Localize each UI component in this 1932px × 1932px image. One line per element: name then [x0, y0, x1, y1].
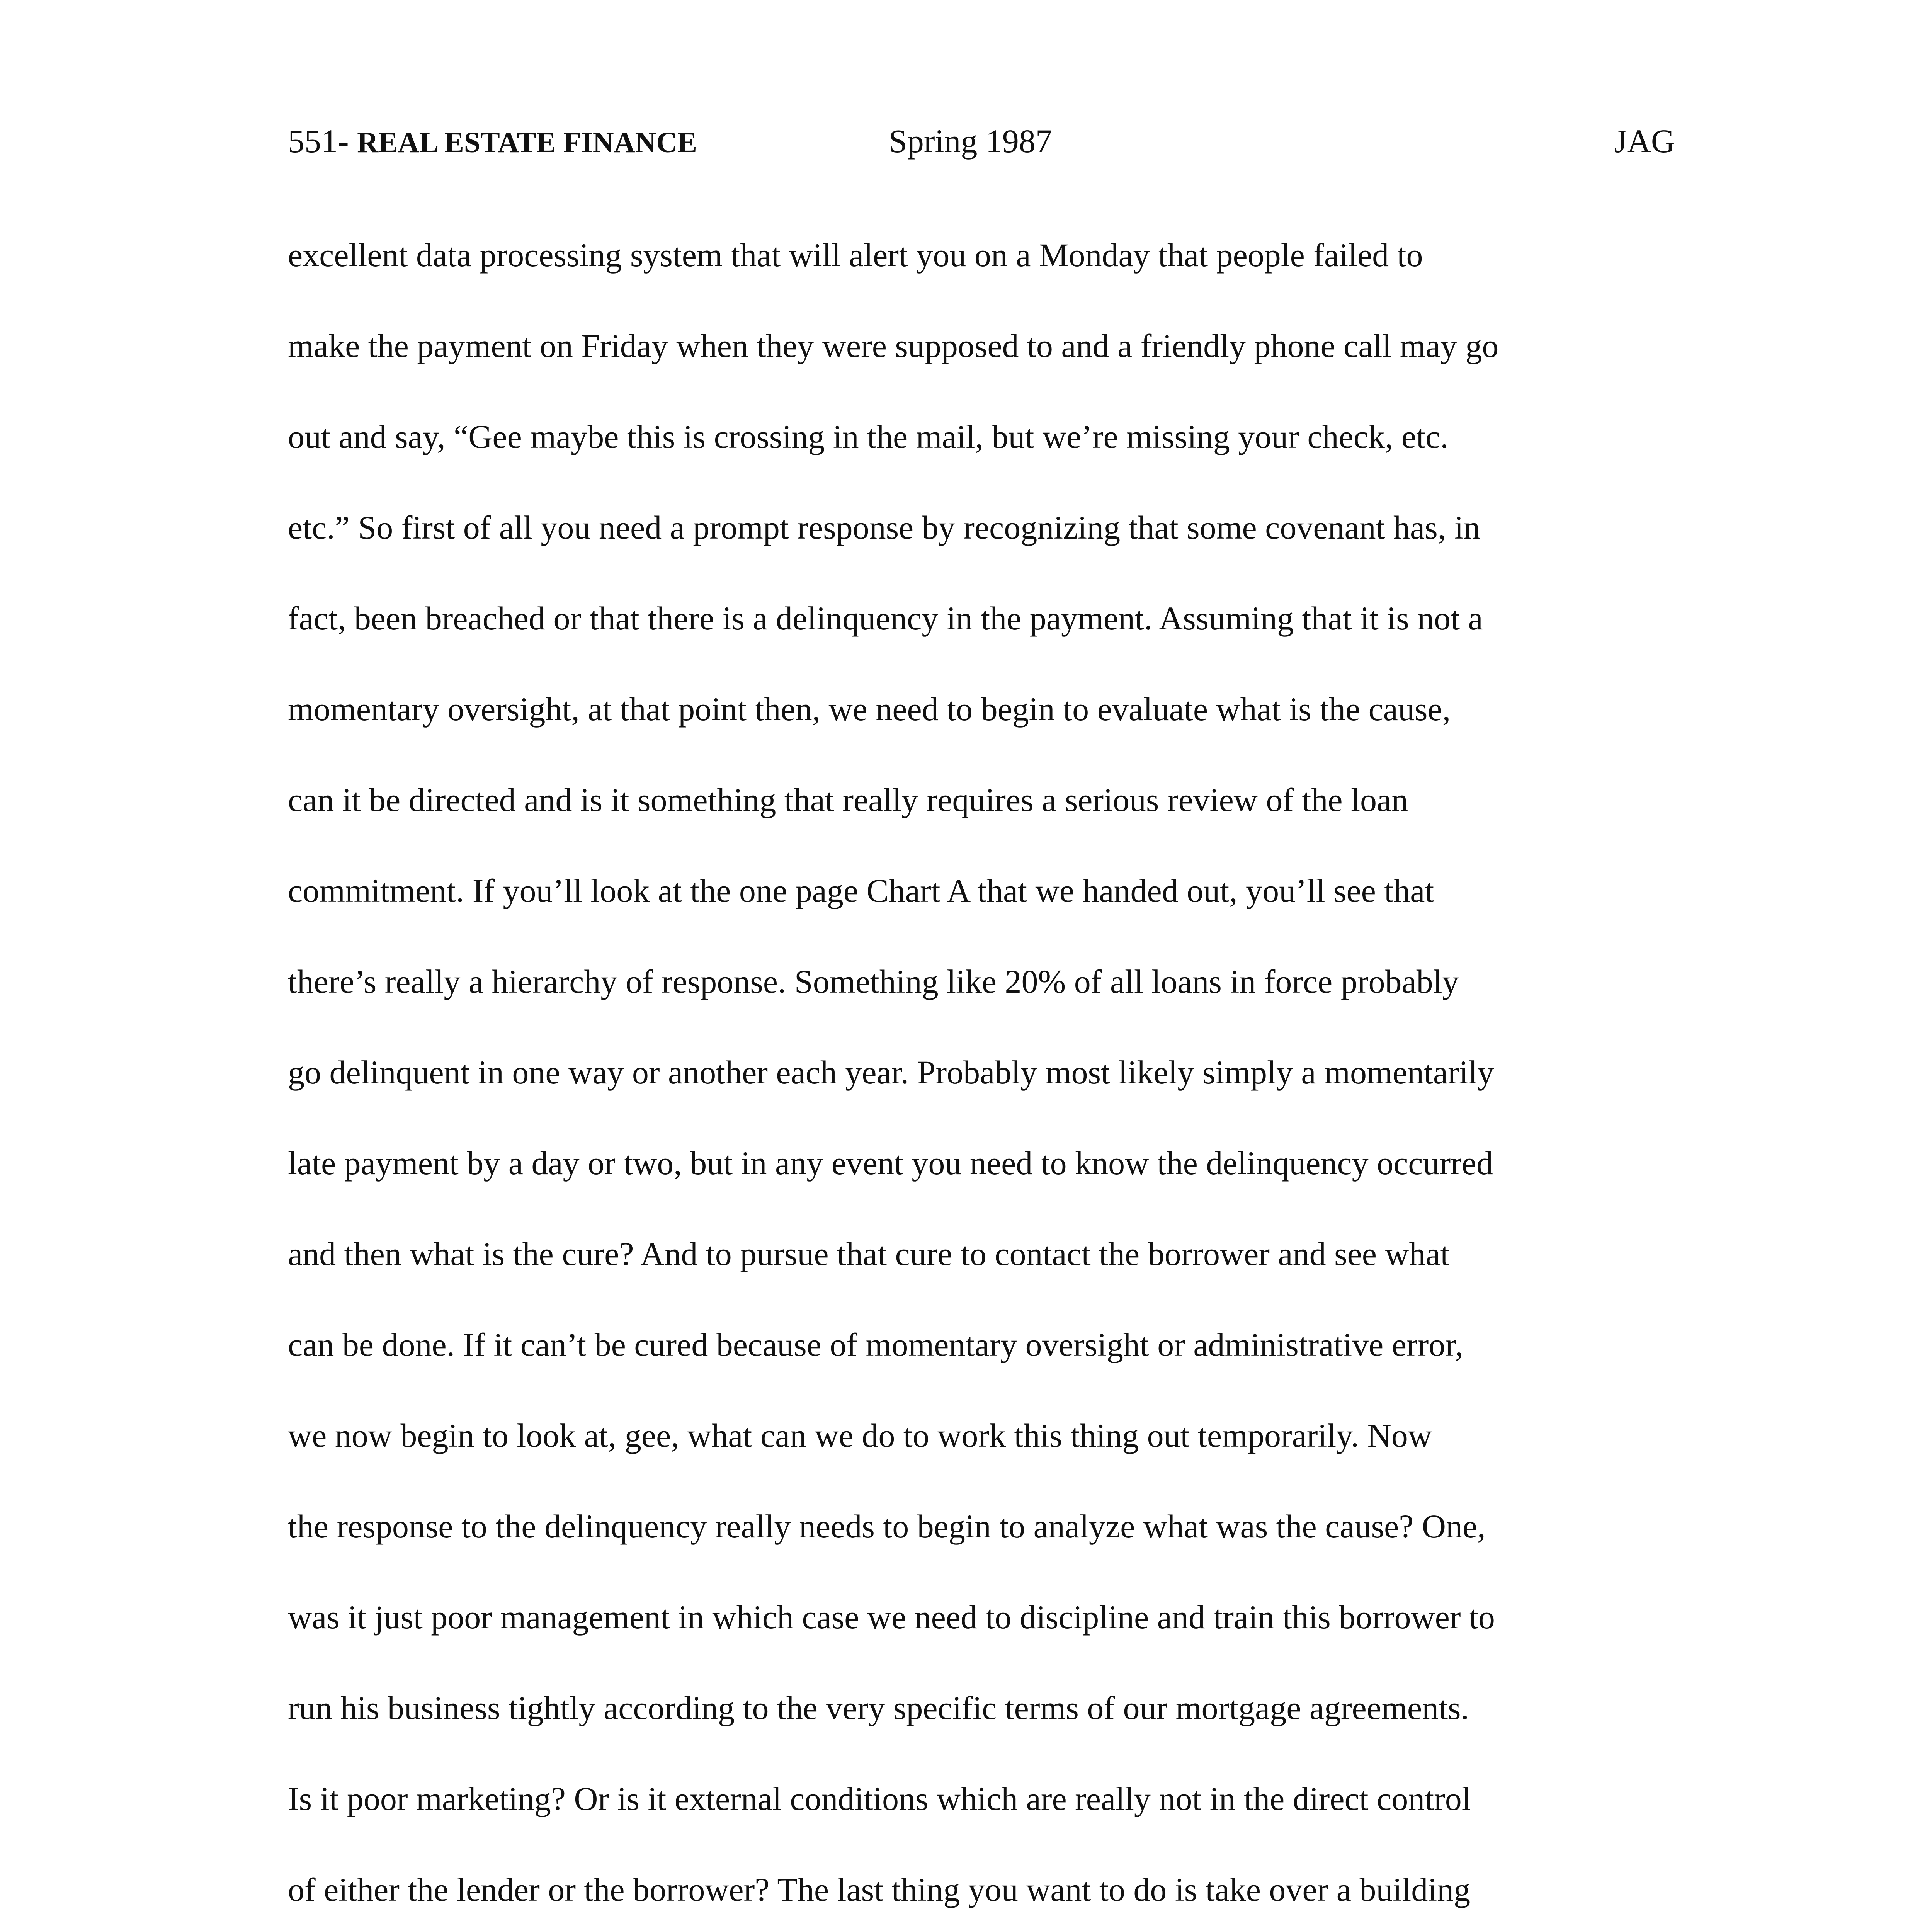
term: Spring 1987: [889, 122, 1052, 160]
text-line: of either the lender or the borrower? The last thing you want to do is take over a building: [288, 1871, 1471, 1908]
text-line: fact, been breached or that there is a delinquency in the payment. Assuming that it is not a: [288, 600, 1483, 637]
document-body: [288, 228, 1675, 1932]
text-line: momentary oversight, at that point then, we need to begin to evaluate what is the cause,: [288, 690, 1451, 728]
text-line: go delinquent in one way or another each year. Probably most likely simply a momentarily: [288, 1054, 1494, 1091]
course-number: 551-: [288, 122, 349, 160]
text-line: commitment. If you’ll look at the one page Chart A that we handed out, you’ll see that: [288, 872, 1434, 909]
text-line: excellent data processing system that will alert you on a Monday that people failed to: [288, 236, 1423, 274]
text-line: there’s really a hierarchy of response. Something like 20% of all loans in force probably: [288, 963, 1459, 1000]
page-header: [288, 116, 1675, 166]
text-line: we now begin to look at, gee, what can we do to work this thing out temporarily. Now: [288, 1417, 1432, 1454]
text-line: can be done. If it can’t be cured because of momentary oversight or administrative error,: [288, 1326, 1463, 1363]
text-line: was it just poor management in which case we need to discipline and train this borrower to: [288, 1599, 1495, 1636]
text-line: run his business tightly according to the very specific terms of our mortgage agreements.: [288, 1689, 1469, 1726]
text-line: make the payment on Friday when they were supposed to and a friendly phone call may go: [288, 327, 1499, 364]
text-line: can it be directed and is it something that really requires a serious review of the loan: [288, 781, 1408, 818]
text-line: etc.” So first of all you need a prompt response by recognizing that some covenant has, in: [288, 509, 1480, 546]
text-line: late payment by a day or two, but in any event you need to know the delinquency occurred: [288, 1145, 1493, 1182]
text-line: and then what is the cure? And to pursue that cure to contact the borrower and see what: [288, 1235, 1450, 1272]
course-name: REAL ESTATE FINANCE: [357, 126, 697, 159]
text-line: the response to the delinquency really needs to begin to analyze what was the cause? One,: [288, 1508, 1486, 1545]
text-line: Is it poor marketing? Or is it external conditions which are really not in the direct control: [288, 1780, 1471, 1817]
author-initials: JAG: [1614, 122, 1675, 160]
course-title: [288, 116, 697, 168]
text-line: out and say, “Gee maybe this is crossing in the mail, but we’re missing your check, etc.: [288, 418, 1449, 455]
